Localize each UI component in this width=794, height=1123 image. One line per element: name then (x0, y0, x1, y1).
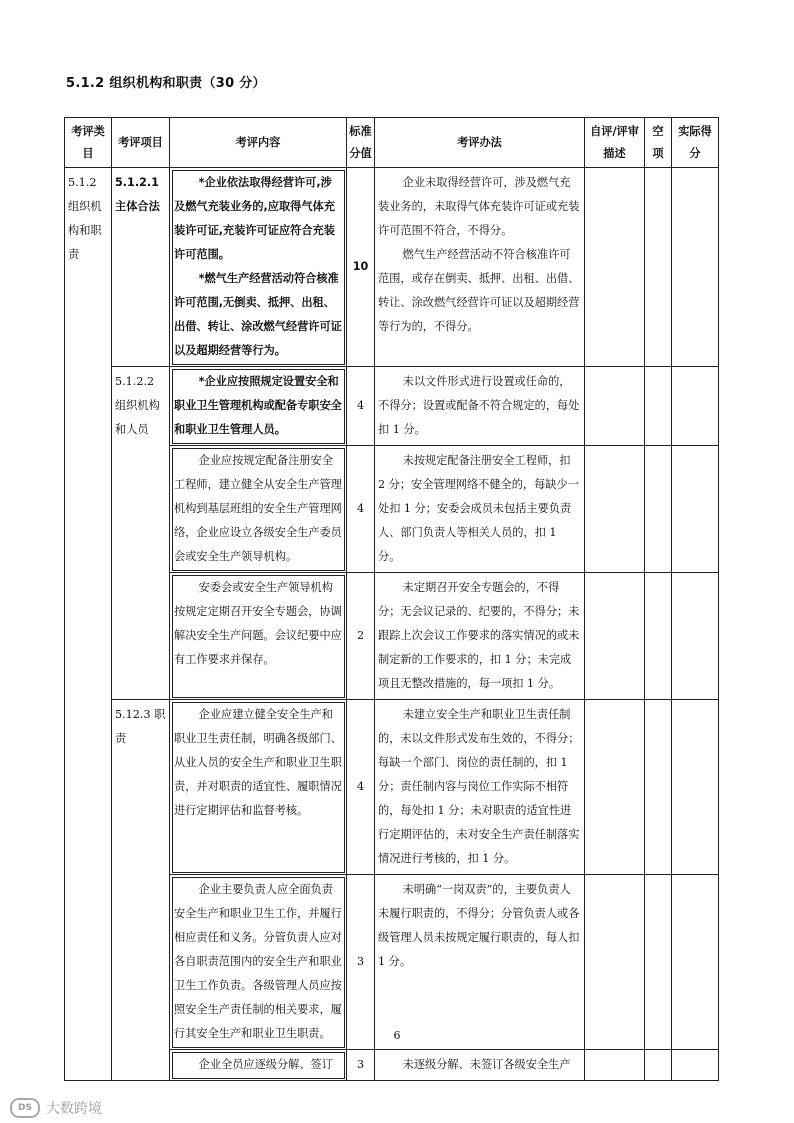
header-self-eval: 自评/评审描述 (585, 118, 645, 168)
content-paragraph: 企业应按规定配备注册安全工程师，建立健全从安全生产管理机构到基层班组的安全生产管理网络，企业应设立各级安全生产委员会或安全生产领导机构。 (174, 454, 342, 563)
content-cell (170, 367, 347, 446)
empty-cell[interactable] (645, 573, 672, 700)
evaluation-table (64, 117, 719, 1081)
method-cell (375, 367, 585, 446)
score-cell: 4 (347, 446, 375, 573)
content-paragraph: 企业全员应逐级分解、签订 (198, 1058, 333, 1071)
watermark-text: 大数跨境 (46, 1101, 102, 1117)
self-eval-cell[interactable] (585, 367, 645, 446)
method-paragraph: 企业未取得经营许可，涉及燃气充装业务的，未取得气体充装许可证或充装许可范围不符合，不得分。 (378, 176, 580, 237)
content-paragraph: *燃气生产经营活动符合核准许可范围,无倒卖、抵押、出租、出借、转让、涂改燃气经营许可证以及超期经营等行为。 (174, 272, 342, 357)
actual-score-cell[interactable] (672, 573, 719, 700)
content-paragraph: 安委会或安全生产领导机构按规定定期召开安全专题会，协调解决安全生产问题。会议纪要中应有工作要求并保存。 (174, 581, 342, 666)
method-cell (375, 446, 585, 573)
table-row (65, 168, 719, 367)
content-paragraph: 企业主要负责人应全面负责安全生产和职业卫生工作，并履行相应责任和义务。分管负责人应对各自职责范围内的安全生产和职业卫生工作负责。各级管理人员应按照安全生产责任制的相关要求，履行其安全生产和职业卫生职责。 (174, 883, 342, 1040)
self-eval-cell[interactable] (585, 700, 645, 875)
method-cell (375, 573, 585, 700)
table-row (65, 700, 719, 875)
item-cell: 5.1.2.1 主体合法 (112, 168, 170, 367)
method-paragraph: 燃气生产经营活动不符合核准许可范围，或存在倒卖、抵押、出租、出借、转让、涂改燃气经营许可证以及超期经营等行为的，不得分。 (378, 248, 580, 333)
score-cell: 4 (347, 367, 375, 446)
watermark-logo-icon: DS (10, 1098, 40, 1118)
score-cell: 2 (347, 573, 375, 700)
content-cell (170, 573, 347, 700)
header-method: 考评办法 (375, 118, 585, 168)
method-paragraph: 未按规定配备注册安全工程师，扣 2 分；安全管理网络不健全的，每缺少一处扣 1 分；安委会成员未包括主要负责人、部门负责人等相关人员的，扣 1 分。 (378, 454, 579, 563)
category-cell: 5.1.2 组织机构和职责 (65, 168, 112, 1081)
self-eval-cell[interactable] (585, 446, 645, 573)
content-cell (170, 875, 347, 1050)
empty-cell[interactable] (645, 446, 672, 573)
content-cell (170, 700, 347, 875)
score-cell: 3 (347, 875, 375, 1050)
score-cell: 4 (347, 700, 375, 875)
content-paragraph: 企业应建立健全安全生产和职业卫生责任制，明确各级部门、从业人员的安全生产和职业卫生职责，并对职责的适宜性、履职情况进行定期评估和监督考核。 (174, 708, 342, 817)
content-paragraph: *企业依法取得经营许可,涉及燃气充装业务的,应取得气体充装许可证,充装许可证应符合充装许可范围。 (174, 176, 335, 261)
table-header-row (65, 118, 719, 168)
method-cell (375, 1050, 585, 1081)
item-cell: 5.1.2.2 组织机构和人员 (112, 367, 170, 700)
score-cell: 3 (347, 1050, 375, 1081)
self-eval-cell[interactable] (585, 1050, 645, 1081)
method-paragraph: 未明确“一岗双责”的，主要负责人未履行职责的，不得分；分管负责人或各级管理人员未按规定履行职责的，每人扣 1 分。 (378, 883, 580, 968)
empty-cell[interactable] (645, 700, 672, 875)
method-cell (375, 875, 585, 1050)
method-cell (375, 168, 585, 367)
empty-cell[interactable] (645, 168, 672, 367)
header-content: 考评内容 (170, 118, 347, 168)
item-cell: 5.12.3 职责 (112, 700, 170, 1081)
actual-score-cell[interactable] (672, 446, 719, 573)
content-cell (170, 168, 347, 367)
content-paragraph: *企业应按照规定设置安全和职业卫生管理机构或配备专职安全和职业卫生管理人员。 (174, 375, 342, 436)
actual-score-cell[interactable] (672, 367, 719, 446)
method-paragraph: 未以文件形式进行设置或任命的，不得分；设置或配备不符合规定的，每处扣 1 分。 (378, 375, 580, 436)
empty-cell[interactable] (645, 367, 672, 446)
self-eval-cell[interactable] (585, 573, 645, 700)
header-actual: 实际得分 (672, 118, 719, 168)
page-number: 6 (393, 1029, 401, 1042)
header-empty: 空项 (645, 118, 672, 168)
header-category: 考评类目 (65, 118, 112, 168)
watermark (10, 1098, 102, 1118)
actual-score-cell[interactable] (672, 875, 719, 1050)
content-cell (170, 446, 347, 573)
empty-cell[interactable] (645, 875, 672, 1050)
header-item: 考评项目 (112, 118, 170, 168)
score-cell: 10 (347, 168, 375, 367)
actual-score-cell[interactable] (672, 168, 719, 367)
method-paragraph: 未逐级分解、未签订各级安全生产 (402, 1058, 571, 1071)
self-eval-cell[interactable] (585, 168, 645, 367)
content-cell (170, 1050, 347, 1081)
table-row (65, 367, 719, 446)
self-eval-cell[interactable] (585, 875, 645, 1050)
section-title: 5.1.2 组织机构和职责（30 分） (66, 76, 266, 91)
method-paragraph: 未定期召开安全专题会的，不得分；无会议记录的、纪要的，不得分；未跟踪上次会议工作要求的落实情况的或未制定新的工作要求的，扣 1 分；未完成项且无整改措施的，每一项扣 1 分。 (378, 581, 580, 690)
actual-score-cell[interactable] (672, 700, 719, 875)
empty-cell[interactable] (645, 1050, 672, 1081)
header-score: 标准分值 (347, 118, 375, 168)
method-paragraph: 未建立安全生产和职业卫生责任制的，未以文件形式发布生效的，不得分；每缺一个部门、岗位的责任制的，扣 1 分；责任制内容与岗位工作实际不相符的，每处扣 1 分；未对职责的适宜性进行定期评估的，未对安全生产责任制落实情况进行考核的，扣 1 分。 (378, 708, 580, 865)
method-cell (375, 700, 585, 875)
actual-score-cell[interactable] (672, 1050, 719, 1081)
